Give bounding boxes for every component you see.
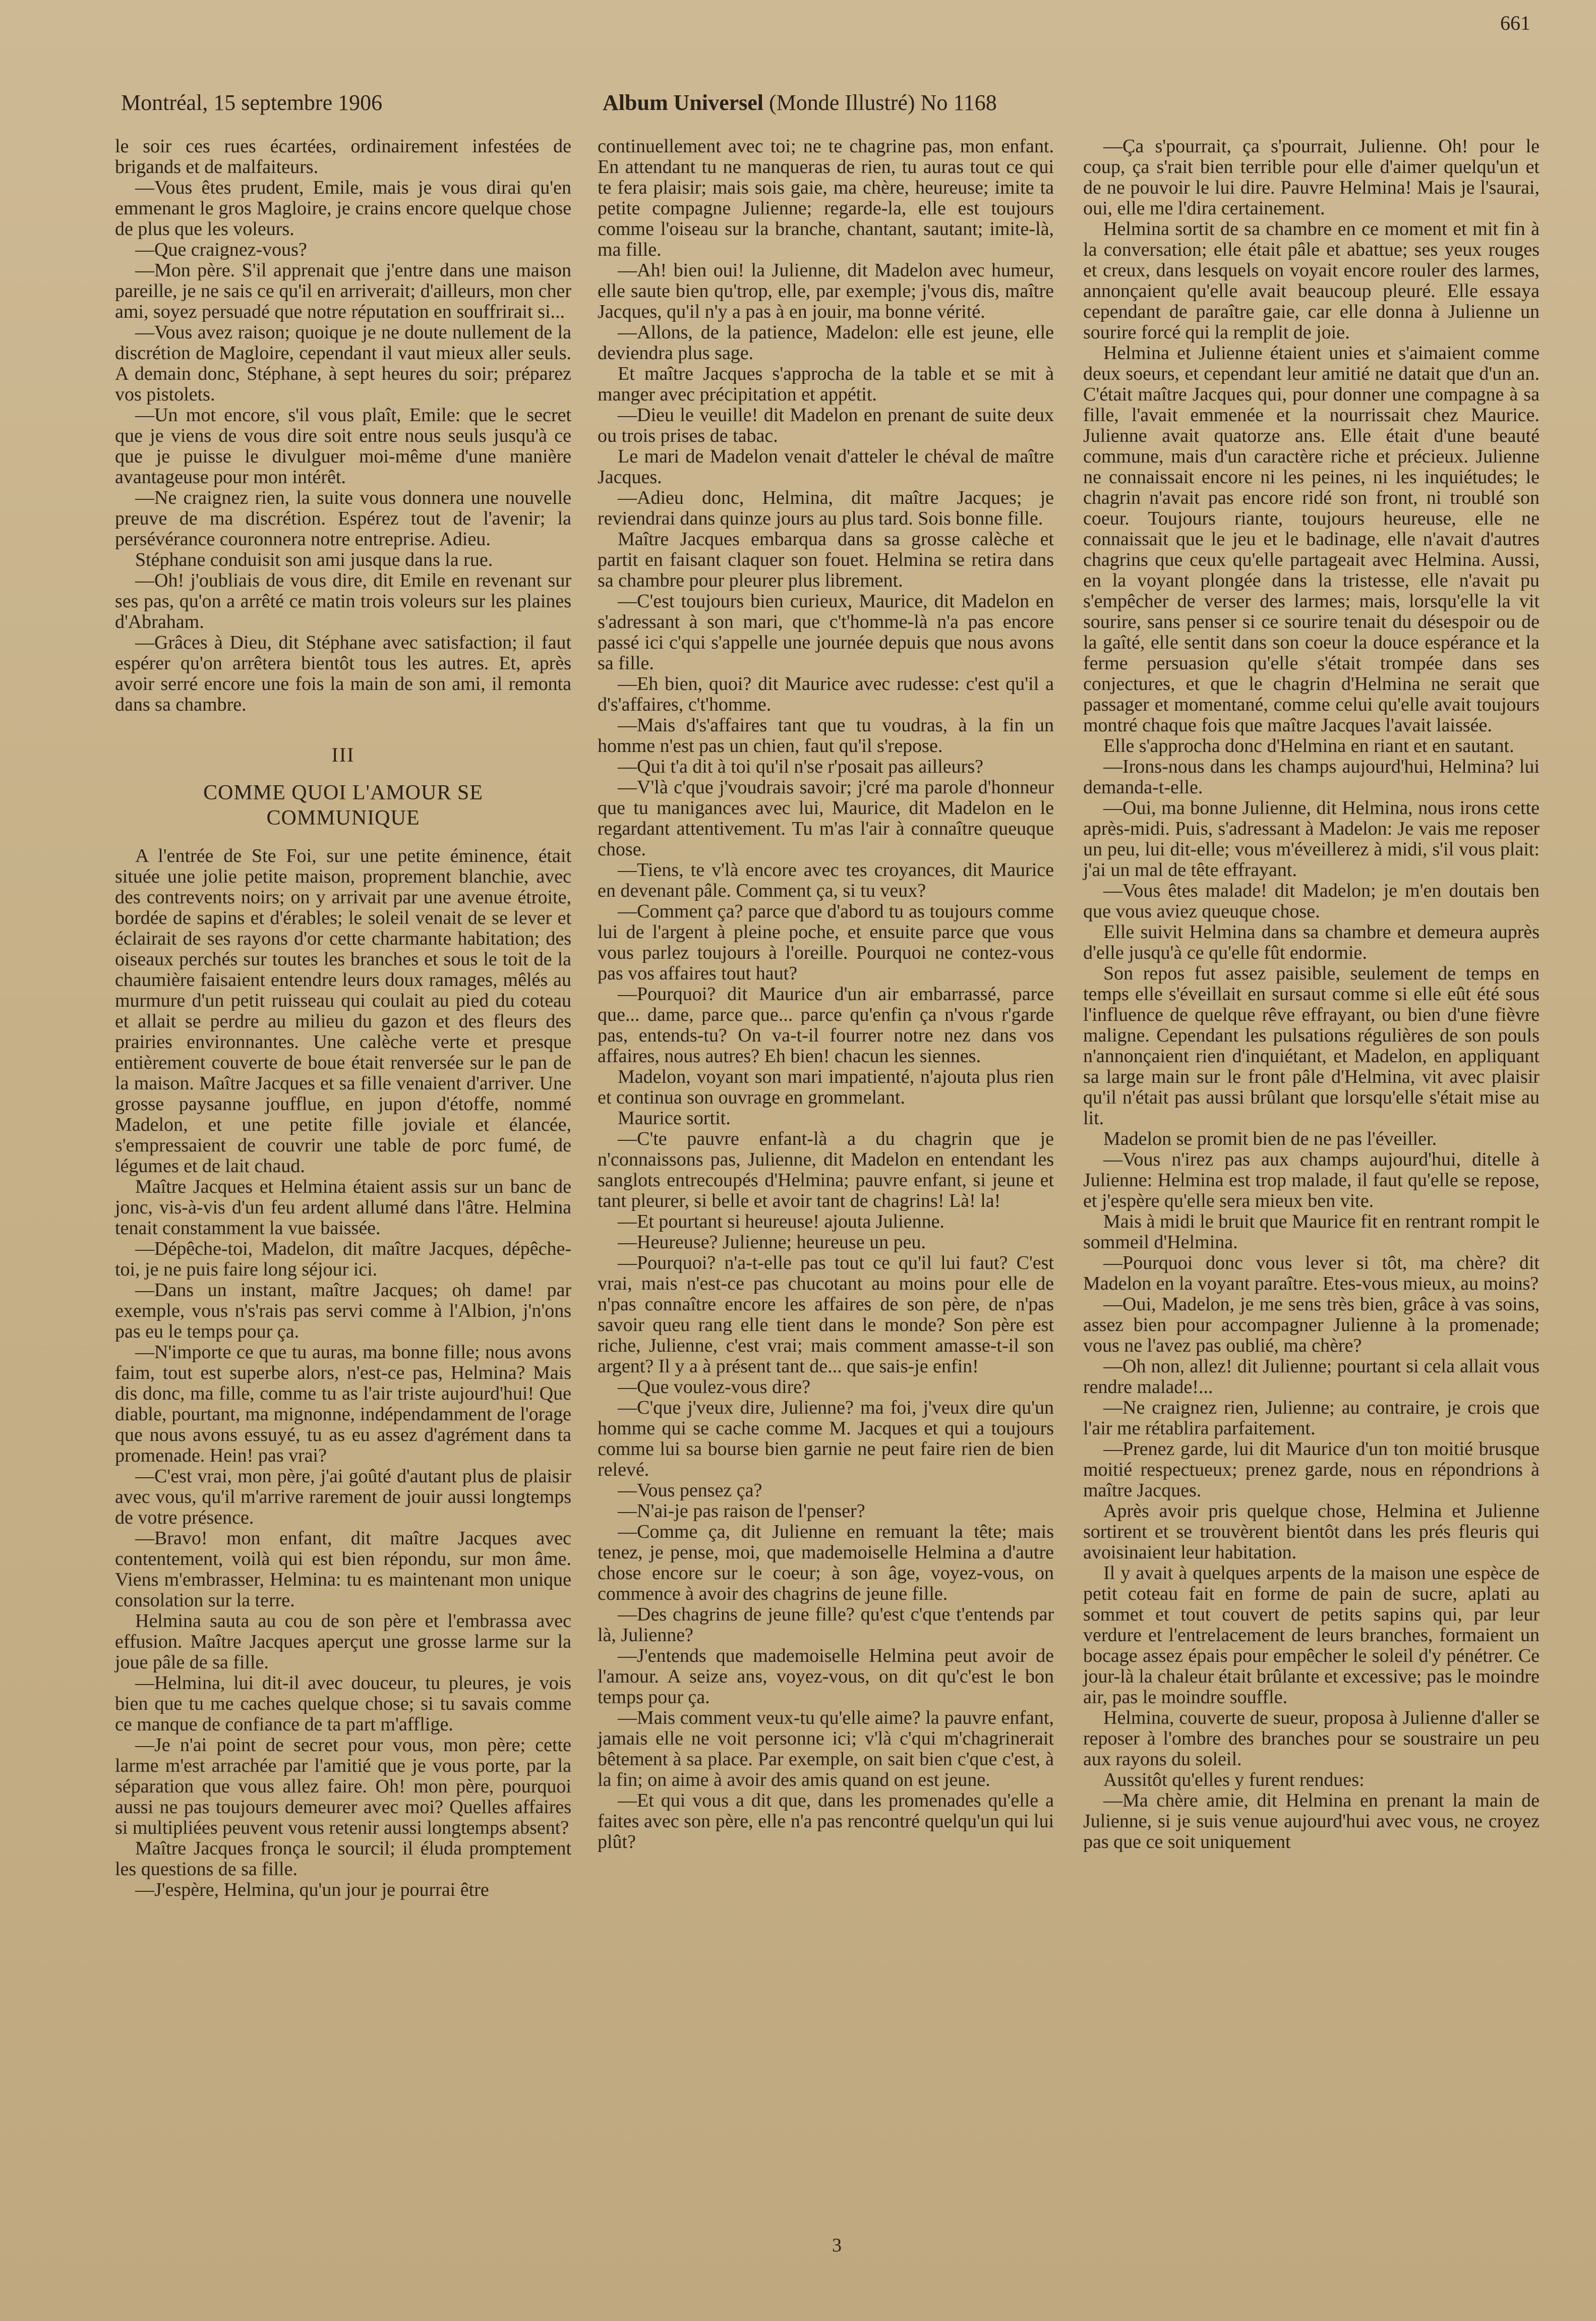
paragraph: —Ne craignez rien, la suite vous donnera une nouvelle preuve de ma discrétion. Espérez tout de l'avenir; la persévérance couronnera notre entreprise. Adieu. — [115, 487, 571, 550]
paragraph: —N'ai-je pas raison de l'penser? — [618, 1500, 865, 1522]
paragraph: Aussitôt qu'elles y furent rendues: — [1103, 1769, 1365, 1790]
paragraph: —C'est toujours bien curieux, Maurice, dit Madelon en s'adressant à son mari, que c't'homme-là n'a pas encore passé ici c'qui s'appelle une journée depuis que nous avons sa fille. — [598, 591, 1054, 674]
paragraph: Helmina sauta au cou de son père et l'embrassa avec effusion. Maître Jacques aperçut une grosse larme sur la joue pâle de sa fille. — [115, 1610, 571, 1673]
paragraph: —N'importe ce que tu auras, ma bonne fille; nous avons faim, tout est superbe alors, n'est-ce pas, Helmina? Mais dis donc, ma fille, comme tu as l'air triste aujourd'hui! Que diable, pourtant, ma mignonne, indépendamment de l'orage que nous avons essuyé, tu as eu assez d'agrément dans ta promenade. Hein! pas vrai? — [115, 1342, 571, 1466]
paragraph: —C'que j'veux dire, Julienne? ma foi, j'veux dire qu'un homme qui se cache comme M. Jacques et qui a toujours comme lui sa bourse bien garnie ne peut faire rien de bien relevé. — [598, 1397, 1054, 1480]
paragraph: —J'entends que mademoiselle Helmina peut avoir de l'amour. A seize ans, voyez-vous, on dit qu'c'est le bon temps pour ça. — [598, 1645, 1054, 1708]
paragraph: —Oui, Madelon, je me sens très bien, grâce à vas soins, assez bien pour accompagner Julienne à la promenade; vous ne l'avez pas oublié, ma chère? — [1083, 1294, 1540, 1356]
paragraph: —Qui t'a dit à toi qu'il n'se r'posait pas ailleurs? — [618, 756, 983, 777]
paragraph: Le mari de Madelon venait d'atteler le chéval de maître Jacques. — [598, 446, 1054, 488]
section-title-line-1: COMME QUOI L'AMOUR SE — [203, 781, 483, 804]
paragraph: Maître Jacques embarqua dans sa grosse calèche et partit en faisant claquer son fouet. Helmina se retira dans sa chambre pour pleurer plus librement. — [598, 529, 1054, 591]
paragraph: Son repos fut assez paisible, seulement de temps en temps elle s'éveillait en sursaut comme si elle eût été sous l'influence de quelque rêve effrayant, ou bien d'une fièvre maligne. Cependant les pulsations régulières de son pouls n'annonçaient rien d'inquiétant, et Madelon, en appliquant sa large main sur le front pâle d'Helmina, vit avec plaisir qu'il n'était pas aussi brûlant que lorsqu'elle s'était mise au lit. — [1083, 963, 1540, 1129]
paragraph: Elle suivit Helmina dans sa chambre et demeura auprès d'elle jusqu'à ce qu'elle fût endormie. — [1083, 921, 1540, 963]
paragraph: —C'est vrai, mon père, j'ai goûté d'autant plus de plaisir avec vous, qu'il m'arrive rarement de jouir aussi longtemps de votre présence. — [115, 1466, 571, 1528]
paragraph: Maître Jacques fronça le sourcil; il éluda promptement les questions de sa fille. — [115, 1838, 571, 1880]
paragraph: —Ah! bien oui! la Julienne, dit Madelon avec humeur, elle saute bien qu'trop, elle, par exemple; j'vous dis, maître Jacques, qu'il n'y a pas à en jouir, ma bonne vérité. — [598, 260, 1054, 322]
paragraph: Elle s'approcha donc d'Helmina en riant et en sautant. — [1103, 735, 1514, 757]
paragraph: —Et pourtant si heureuse! ajouta Julienne. — [618, 1211, 944, 1232]
paragraph: —V'là c'que j'voudrais savoir; j'cré ma parole d'honneur que tu manigances avec lui, Maurice, dit Madelon en le regardant attentivement. Tu m'as l'air à connaître queuque chose. — [598, 777, 1054, 860]
paragraph: —Vous avez raison; quoique je ne doute nullement de la discrétion de Magloire, cependant il vaut mieux aller seuls. A demain donc, Stéphane, à sept heures du soir; préparez vos pistolets. — [115, 322, 571, 405]
header-dateline: Montréal, 15 septembre 1906 — [121, 90, 383, 115]
paragraph: —Comme ça, dit Julienne en remuant la tête; mais tenez, je pense, moi, que mademoiselle Helmina a d'autre chose encore sur le coeur; à son âge, voyez-vous, on commence à avoir des chagrins de jeune fille. — [598, 1521, 1054, 1604]
paragraph: —Que voulez-vous dire? — [618, 1376, 810, 1398]
paragraph: —Oui, ma bonne Julienne, dit Helmina, nous irons cette après-midi. Puis, s'adressant à Madelon: Je vais me reposer un peu, lui dit-elle; vous m'éveillerez à midi, s'il vous plait: j'ai un mal de tête effrayant. — [1083, 797, 1540, 881]
paragraph: Helmina sortit de sa chambre en ce moment et mit fin à la conversation; elle était pâle et abattue; ses yeux rouges et creux, dans lesquels on voyait encore rouler des larmes, annonçaient qu'elle avait beaucoup pleuré. Elle essaya cependant de paraître gaie, car elle donna à Julienne un sourire forcé qui la remplit de joie. — [1083, 218, 1540, 343]
page-number: 661 — [1500, 12, 1530, 34]
paragraph: le soir ces rues écartées, ordinairement infestées de brigands et de malfaiteurs. — [115, 136, 571, 178]
header-publication: Album Universel — [603, 90, 763, 115]
paragraph: —Vous pensez ça? — [618, 1480, 762, 1501]
paragraph: Maître Jacques et Helmina étaient assis sur un banc de jonc, vis-à-vis d'un feu ardent allumé dans l'âtre. Helmina tenait constamment la vue baissée. — [115, 1176, 571, 1239]
column-2 — [598, 136, 1054, 1852]
header-issue: (Monde Illustré) No 1168 — [763, 90, 997, 115]
paragraph: —Pourquoi? dit Maurice d'un air embarrassé, parce que... dame, parce que... parce qu'enfin ça n'vous r'garde pas, entends-tu? On va-t-il fourrer notre nez dans vos affaires, nous autres? Eh bien! chacun les siennes. — [598, 983, 1054, 1067]
paragraph: —Pourquoi donc vous lever si tôt, ma chère? dit Madelon en la voyant paraître. Etes-vous mieux, au moins? — [1083, 1252, 1540, 1294]
header-masthead — [603, 90, 997, 115]
paragraph: Mais à midi le bruit que Maurice fit en rentrant rompit le sommeil d'Helmina. — [1083, 1211, 1540, 1253]
paragraph: —Ma chère amie, dit Helmina en prenant la main de Julienne, si je suis venue aujourd'hui avec vous, ne croyez pas que ce soit uniquement — [1083, 1790, 1540, 1852]
paragraph: Helmina, couverte de sueur, proposa à Julienne d'aller se reposer à l'ombre des branches pour se soustraire un peu aux rayons du soleil. — [1083, 1707, 1540, 1770]
paragraph: Stéphane conduisit son ami jusque dans la rue. — [135, 549, 493, 570]
paragraph: —Allons, de la patience, Madelon: elle est jeune, elle deviendra plus sage. — [598, 322, 1054, 364]
paragraph: Helmina et Julienne étaient unies et s'aimaient comme deux soeurs, et cependant leur amitié ne datait que d'un an. C'était maître Jacques qui, pour donner une compagne à sa fille, l'avait emmenée et la nourrissait chez Maurice. Julienne avait quatorze ans. Elle était d'une beauté commune, mais d'un caractère riche et précieux. Julienne ne connaissait encore ni les peines, ni les inquiétudes; le chagrin n'avait pas encore ridé son front, ni troublé son coeur. Toujours riante, toujours heureuse, elle ne connaissait que le jeu et le badinage, elle n'avait d'autres chagrins que ceux qu'elle partageait avec Helmina. Aussi, en la voyant plongée dans la tristesse, elle n'avait pu s'empêcher de verser des larmes; mais, lorsqu'elle la vit sourire, sans penser si ce sourire tenait du désespoir ou de la gaîté, elle sentit dans son coeur la douce espérance et la ferme persuasion qu'elle s'était trompée dans ses conjectures, et que le chagrin d'Helmina ne serait que passager et momentané, comme celui qu'elle avait toujours montré chaque fois que maître Jacques l'avait laissée. — [1083, 342, 1540, 736]
paragraph: —J'espère, Helmina, qu'un jour je pourrai être — [135, 1879, 489, 1900]
paragraph: —Vous n'irez pas aux champs aujourd'hui, ditelle à Julienne: Helmina est trop malade, il faut qu'elle se repose, et j'espère qu'elle sera mieux ben vite. — [1083, 1149, 1540, 1211]
paragraph: —C'te pauvre enfant-là a du chagrin que je n'connaissons pas, Julienne, dit Madelon en entendant les sanglots entrecoupés d'Helmina; pauvre enfant, si jeune et tant pleurer, si belle et avoir tant de chagrins! Là! la! — [598, 1128, 1054, 1211]
paragraph: —Vous êtes malade! dit Madelon; je m'en doutais ben que vous aviez queuque chose. — [1083, 880, 1540, 922]
paragraph: —Helmina, lui dit-il avec douceur, tu pleures, je vois bien que tu me caches quelque chose; si tu savais comme ce manque de confiance de ta part m'afflige. — [115, 1672, 571, 1735]
paragraph: —Que craignez-vous? — [135, 239, 307, 260]
section-title-line-2: COMMUNIQUE — [266, 806, 420, 830]
paragraph: —Mon père. S'il apprenait que j'entre dans une maison pareille, je ne sais ce qu'il en arriverait; d'ailleurs, mon cher ami, soyez persuadé que notre réputation en souffrirait si... — [115, 260, 571, 322]
column-1-paragraphs-b — [115, 846, 571, 1900]
section-title — [115, 780, 571, 831]
paragraph: —Grâces à Dieu, dit Stéphane avec satisfaction; il faut espérer qu'on arrêtera bientôt tous les autres. Et, après avoir serré encore une fois la main de son ami, il remonta dans sa chambre. — [115, 632, 571, 715]
paragraph: —Des chagrins de jeune fille? qu'est c'que t'entends par là, Julienne? — [598, 1604, 1054, 1646]
paragraph: —Je n'ai point de secret pour vous, mon père; cette larme m'est arrachée par l'amitié que je vous porte, par la séparation que vous allez faire. Oh! mon père, pourquoi aussi ne pas toujours demeurer avec moi? Quelles affaires si multipliées peuvent vous retenir aussi longtemps absent? — [115, 1734, 571, 1838]
paragraph: Madelon se promit bien de ne pas l'éveiller. — [1103, 1128, 1437, 1149]
paragraph: —Vous êtes prudent, Emile, mais je vous dirai qu'en emmenant le gros Magloire, je crains encore quelque chose de plus que les voleurs. — [115, 177, 571, 240]
paragraph: continuellement avec toi; ne te chagrine pas, mon enfant. En attendant tu ne manqueras de rien, tu auras tout ce qui te fera plaisir; mais sois gaie, ma chère, heureuse; imite ta petite compagne Julienne; regarde-la, elle est toujours comme l'oiseau sur la branche, chantant, sautant; imite-là, ma fille. — [598, 136, 1054, 260]
section-number: III — [331, 743, 355, 766]
paragraph: Après avoir pris quelque chose, Helmina et Julienne sortirent et se trouvèrent bientôt dans les prés fleuris qui avoisinaient leur habitation. — [1083, 1500, 1540, 1563]
paragraph: —Ça s'pourrait, ça s'pourrait, Julienne. Oh! pour le coup, ça s'rait bien terrible pour elle d'aimer quelqu'un et de ne pouvoir le lui dire. Pauvre Helmina! Mais je l'saurai, oui, elle me l'dira certainement. — [1083, 136, 1540, 219]
paragraph: —Mais comment veux-tu qu'elle aime? la pauvre enfant, jamais elle ne voit personne ici; v'là c'qui m'chagrinerait bêtement à sa place. Par exemple, on sait bien c'que c'est, à la fin; on aime à avoir des amis quand on est jeune. — [598, 1707, 1054, 1790]
paragraph: Et maître Jacques s'approcha de la table et se mit à manger avec précipitation et appétit. — [598, 363, 1054, 405]
paragraph: —Comment ça? parce que d'abord tu as toujours comme lui de l'argent à pleine poche, et ensuite parce que vous vous parlez toujours à l'oreille. Pourquoi ne contez-vous pas vos affaires tout haut? — [598, 901, 1054, 984]
paragraph: —Ne craignez rien, Julienne; au contraire, je crois que l'air me rétablira parfaitement. — [1083, 1397, 1540, 1439]
paragraph: A l'entrée de Ste Foi, sur une petite éminence, était située une jolie petite maison, proprement blanchie, avec des contrevents noirs; on y arrivait par une avenue étroite, bordée de sapins et d'érables; le soleil venait de se lever et éclairait de ses rayons d'or cette charmante habitation; des oiseaux perchés sur toutes les branches et sous le toit de la chaumière faisaient entendre leurs doux ramages, mêlés au murmure d'un petit ruisseau qui coulait au pied du coteau et allait se perdre au milieu du gazon et des fleurs des prairies environnantes. Une calèche verte et presque entièrement couverte de boue était renversée sur le pan de la maison. Maître Jacques et sa fille venaient d'arriver. Une grosse paysanne joufflue, en jupon d'étoffe, nommé Madelon, et une petite fille joviale et élancée, s'empressaient de couvrir une table de porc fumé, de légumes et de lait chaud. — [115, 845, 571, 1177]
paragraph: —Oh! j'oubliais de vous dire, dit Emile en revenant sur ses pas, qu'on a arrêté ce matin trois voleurs sur les plaines d'Abraham. — [115, 570, 571, 632]
paragraph: —Dans un instant, maître Jacques; oh dame! par exemple, vous n's'rais pas servi comme à l'Albion, j'n'ons pas eu le temps pour ça. — [115, 1280, 571, 1342]
paragraph: —Un mot encore, s'il vous plaît, Emile: que le secret que je viens de vous dire soit entre nous seuls jusqu'à ce que je puisse le divulguer moi-même d'une manière avantageuse pour mon intérêt. — [115, 404, 571, 488]
paragraph: —Mais d's'affaires tant que tu voudras, à la fin un homme n'est pas un chien, faut qu'il s'repose. — [598, 715, 1054, 757]
paragraph: —Et qui vous a dit que, dans les promenades qu'elle a faites avec son père, elle n'a pas rencontré quelqu'un qui lui plût? — [598, 1790, 1054, 1852]
paragraph: —Heureuse? Julienne; heureuse un peu. — [618, 1232, 926, 1253]
paragraph: —Oh non, allez! dit Julienne; pourtant si cela allait vous rendre malade!... — [1083, 1356, 1540, 1398]
column-3 — [1083, 136, 1540, 1852]
paragraph: Madelon, voyant son mari impatienté, n'ajouta plus rien et continua son ouvrage en grommelant. — [598, 1066, 1054, 1108]
paragraph: —Bravo! mon enfant, dit maître Jacques avec contentement, voilà qui est bien répondu, sur mon âme. Viens m'embrasser, Helmina: tu es maintenant mon unique consolation sur la terre. — [115, 1528, 571, 1611]
column-1-paragraphs-a — [115, 136, 571, 715]
paragraph: —Eh bien, quoi? dit Maurice avec rudesse: c'est qu'il a d's'affaires, c't'homme. — [598, 673, 1054, 715]
paragraph: —Pourquoi? n'a-t-elle pas tout ce qu'il lui faut? C'est vrai, mais n'est-ce pas chucotant au moins pour elle de n'pas connaître encore les affaires de son père, de n'pas savoir queu rang elle tient dans le monde? Son père est riche, Julienne, c'est vrai; mais comment amasse-t-il son argent? Il y a à présent tant de... que sais-je enfin! — [598, 1252, 1054, 1377]
paragraph: —Prenez garde, lui dit Maurice d'un ton moitié brusque moitié respectueux; prenez garde, nous en répondrions à maître Jacques. — [1083, 1438, 1540, 1501]
paragraph: —Adieu donc, Helmina, dit maître Jacques; je reviendrai dans quinze jours au plus tard. Sois bonne fille. — [598, 487, 1054, 529]
paragraph: —Dépêche-toi, Madelon, dit maître Jacques, dépêche-toi, je ne puis faire long séjour ici. — [115, 1238, 571, 1280]
column-1 — [115, 136, 571, 1900]
paragraph: Maurice sortit. — [618, 1108, 731, 1129]
running-header — [121, 90, 1573, 120]
folio-number: 3 — [832, 2235, 842, 2256]
paragraph: Il y avait à quelques arpents de la maison une espèce de petit coteau fait en forme de pain de sucre, aplati au sommet et tout couvert de petits sapins qui, par leur verdure et l'entrelacement de leurs branches, formaient un bocage assez épais pour empêcher le soleil d'y pénétrer. Ce jour-là la chaleur était brûlante et excessive; pas le moindre air, pas le moindre souffle. — [1083, 1562, 1540, 1708]
paragraph: —Tiens, te v'là encore avec tes croyances, dit Maurice en devenant pâle. Comment ça, si tu veux? — [598, 859, 1054, 901]
paragraph: —Irons-nous dans les champs aujourd'hui, Helmina? lui demanda-t-elle. — [1083, 756, 1540, 798]
paragraph: —Dieu le veuille! dit Madelon en prenant de suite deux ou trois prises de tabac. — [598, 404, 1054, 446]
